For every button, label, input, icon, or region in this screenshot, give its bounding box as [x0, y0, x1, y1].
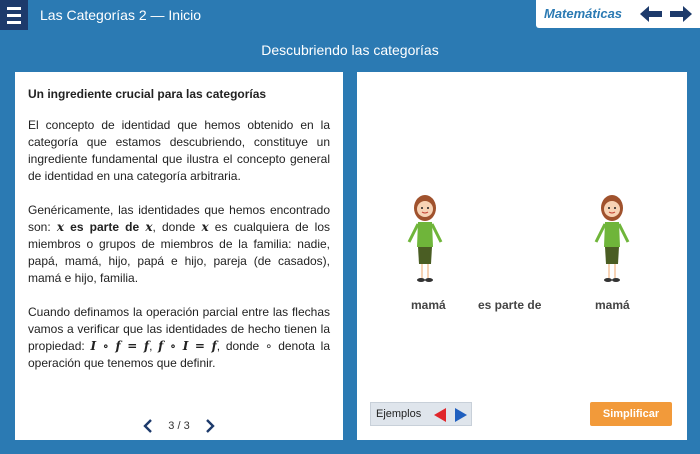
- examples-label: Ejemplos: [376, 408, 422, 420]
- mother-figure-icon: [405, 192, 445, 284]
- menu-icon-line: [7, 14, 21, 17]
- arrow-right-icon[interactable]: [670, 6, 692, 22]
- triangle-right-icon[interactable]: [455, 408, 467, 422]
- math-x: x: [145, 220, 153, 234]
- paragraph-2-text-c: es cualquiera de los miembros o grupos de miembros de la familia: nadie, papá, mamá, hijo, papá e hijo, pareja (de casados), mamá e hijo, familia.: [28, 220, 331, 285]
- arrow-left-icon[interactable]: [640, 6, 662, 22]
- math-formula-2: f ∘ I = f: [158, 339, 217, 353]
- paragraph-2-text-a: Genéricamente, las identidades que hemos encontrado son:: [28, 203, 330, 234]
- text-heading: Un ingrediente crucial para las categorías: [28, 87, 267, 101]
- menu-icon-line: [7, 7, 21, 10]
- chevron-right-icon[interactable]: [205, 419, 215, 433]
- example-panel: [357, 72, 687, 440]
- chevron-left-icon[interactable]: [143, 419, 153, 433]
- paragraph-3-text-b: , donde ∘ denota la operación que tenemos que definir.: [28, 339, 331, 370]
- label-relation: es parte de: [478, 298, 542, 312]
- page-title: Las Categorías 2 — Inicio: [40, 7, 202, 23]
- math-x: x: [56, 220, 64, 234]
- paragraph-1: El concepto de identidad que hemos obtenido en la categoría que estamos descubriendo, constituye un ingrediente fundamental que ilustra el concepto general de identidad en una categoría arbitraria.: [28, 118, 330, 183]
- text-content: [28, 86, 330, 389]
- pager: [143, 416, 215, 436]
- top-bar: [0, 0, 700, 32]
- math-x: x: [201, 220, 209, 234]
- es-parte-de-bold: es parte de: [64, 220, 146, 234]
- paragraph-3: [28, 304, 330, 372]
- menu-button[interactable]: [0, 0, 28, 30]
- triangle-left-icon[interactable]: [434, 408, 446, 422]
- label-left: mamá: [411, 298, 446, 312]
- label-right: mamá: [595, 298, 630, 312]
- menu-icon-line: [7, 21, 21, 24]
- subject-box: [536, 0, 700, 28]
- paragraph-3-text-a: Cuando definamos la operación parcial entre las flechas vamos a verificar que las identidades de hecho tienen la propiedad:: [28, 305, 330, 353]
- math-formula-1: I ∘ f = f: [90, 339, 150, 353]
- paragraph-2-text-b: , donde: [152, 220, 202, 234]
- subject-label: Matemáticas: [544, 6, 623, 21]
- simplify-button[interactable]: Simplificar: [590, 402, 672, 426]
- page-indicator: 3 / 3: [168, 420, 190, 432]
- examples-control: [370, 402, 472, 426]
- text-panel: [15, 72, 343, 440]
- section-subtitle: Descubriendo las categorías: [261, 42, 439, 58]
- mother-figure-icon: [592, 192, 632, 284]
- formula-separator: ,: [149, 339, 159, 353]
- paragraph-2: [28, 202, 330, 287]
